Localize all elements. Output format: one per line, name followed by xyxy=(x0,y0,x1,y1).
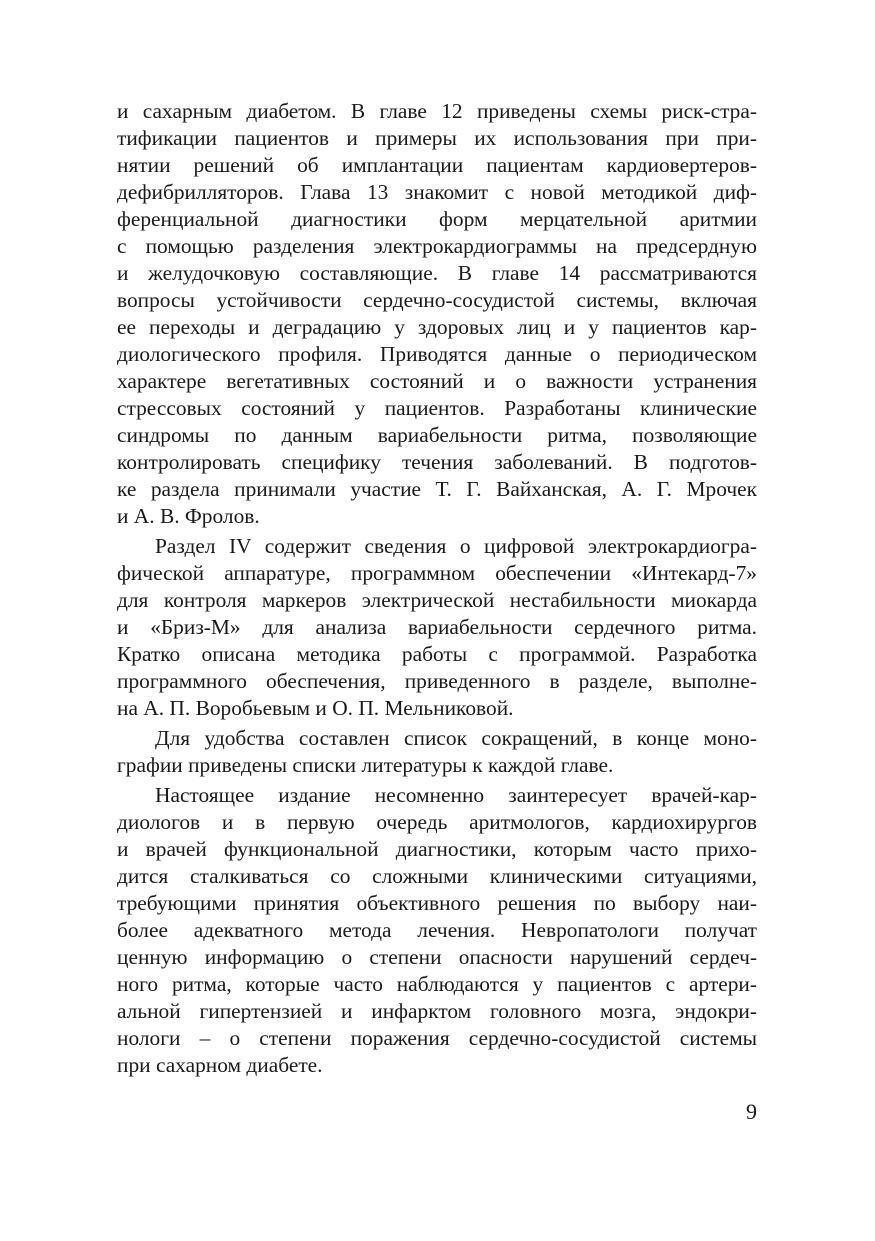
text-line: программного обеспечения, приведенного в разделе, выполне- xyxy=(117,669,757,693)
text-line: нологи – о степени поражения сердечно-сосудистой системы xyxy=(117,1026,757,1050)
paragraph-3 xyxy=(117,725,757,779)
page-number: 9 xyxy=(746,1099,757,1124)
text-line: ного ритма, которые часто наблюдаются у пациентов с артери- xyxy=(117,972,757,996)
text-line: требующими принятия объективного решения по выбору наи- xyxy=(117,891,757,915)
text-line: при сахарном диабете. xyxy=(117,1053,323,1077)
text-line: Настоящее издание несомненно заинтересует врачей-кар- xyxy=(155,783,757,807)
text-line: и сахарным диабетом. В главе 12 приведены схемы риск-стра- xyxy=(117,99,757,123)
text-line: диологов и в первую очередь аритмологов, кардиохирургов xyxy=(117,810,757,834)
paragraph-1 xyxy=(117,98,757,530)
text-line: и А. В. Фролов. xyxy=(117,504,260,528)
text-line: Раздел IV содержит сведения о цифровой электрокардиогра- xyxy=(155,534,757,558)
page-body xyxy=(117,98,757,1079)
text-line: и врачей функциональной диагностики, которым часто прихо- xyxy=(117,837,757,861)
text-line: и «Бриз-М» для анализа вариабельности сердечного ритма. xyxy=(117,615,757,639)
text-line: и желудочковую составляющие. В главе 14 рассматриваются xyxy=(117,261,757,285)
text-line: характере вегетативных состояний и о важности устранения xyxy=(117,369,757,393)
text-line: ее переходы и деградацию у здоровых лиц и у пациентов кар- xyxy=(117,315,757,339)
text-line: нятии решений об имплантации пациентам кардиовертеров- xyxy=(117,153,757,177)
paragraph-2 xyxy=(117,533,757,722)
text-line: с помощью разделения электрокардиограммы на предсердную xyxy=(117,234,757,258)
text-line: дится сталкиваться со сложными клиническими ситуациями, xyxy=(117,864,757,888)
text-line: ке раздела принимали участие Т. Г. Вайханская, А. Г. Мрочек xyxy=(117,477,757,501)
text-line: для контроля маркеров электрической нестабильности миокарда xyxy=(117,588,757,612)
text-line: синдромы по данным вариабельности ритма, позволяющие xyxy=(117,423,757,447)
text-line: контролировать специфику течения заболеваний. В подготов- xyxy=(117,450,757,474)
text-line: вопросы устойчивости сердечно-сосудистой системы, включая xyxy=(117,288,757,312)
text-line: дефибрилляторов. Глава 13 знакомит с новой методикой диф- xyxy=(117,180,757,204)
text-line: графии приведены списки литературы к каждой главе. xyxy=(117,753,614,777)
text-line: альной гипертензией и инфарктом головного мозга, эндокри- xyxy=(117,999,757,1023)
text-line: стрессовых состояний у пациентов. Разработаны клинические xyxy=(117,396,757,420)
text-line: более адекватного метода лечения. Невропатологи получат xyxy=(117,918,757,942)
text-line: ценную информацию о степени опасности нарушений сердеч- xyxy=(117,945,757,969)
text-line: диологического профиля. Приводятся данные о периодическом xyxy=(117,342,757,366)
text-line: тификации пациентов и примеры их использования при при- xyxy=(117,126,757,150)
text-line: Для удобства составлен список сокращений, в конце моно- xyxy=(155,726,757,750)
paragraph-4 xyxy=(117,782,757,1079)
text-line: фической аппаратуре, программном обеспечении «Интекард-7» xyxy=(117,561,757,585)
text-line: Кратко описана методика работы с программой. Разработка xyxy=(117,642,757,666)
text-line: на А. П. Воробьевым и О. П. Мельниковой. xyxy=(117,696,514,720)
text-line: ференциальной диагностики форм мерцательной аритмии xyxy=(117,207,757,231)
